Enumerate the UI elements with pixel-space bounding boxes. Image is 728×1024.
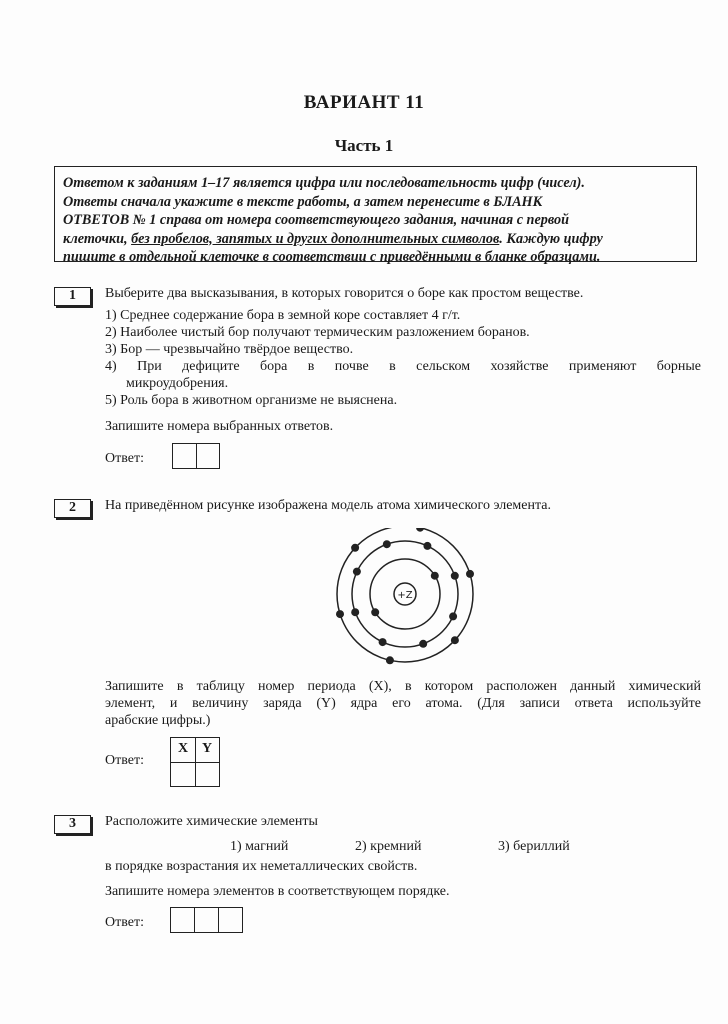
answer-cell-divider <box>218 908 219 932</box>
instructions-line <box>63 230 688 249</box>
electron-dot <box>451 636 459 644</box>
q2-text-line-3: арабские цифры.) <box>105 713 211 728</box>
q1-option-4-cont: микроудобрения. <box>126 376 229 391</box>
electron-dot <box>423 542 431 550</box>
electron-dot <box>419 640 427 648</box>
q1-option-5: 5) Роль бора в животном организме не выяснена. <box>105 393 398 408</box>
q2-answer-label: Ответ: <box>105 753 144 768</box>
electron-dot <box>386 656 394 664</box>
instructions-text: . Каждую цифру <box>499 230 603 247</box>
nucleus-label: +Z <box>397 590 413 601</box>
q1-answer-label: Ответ: <box>105 451 144 466</box>
q1-instruction: Запишите номера выбранных ответов. <box>105 419 334 434</box>
atom-model-diagram <box>330 528 480 666</box>
q3-prompt: Расположите химические элементы <box>105 814 318 829</box>
q1-option-2: 2) Наиболее чистый бор получают термическим разложением боранов. <box>105 325 530 340</box>
answer-cell-divider <box>196 444 197 468</box>
q3-order-text: в порядке возрастания их неметаллических свойств. <box>105 859 418 874</box>
instructions-line: ОТВЕТОВ № 1 справа от номера соответствующего задания, начиная с первой <box>63 212 569 228</box>
q1-option-4: 4) При дефиците бора в почве в сельском хозяйстве применяют борные <box>105 359 701 374</box>
electron-dot <box>379 638 387 646</box>
electron-dot <box>351 608 359 616</box>
electron-dot <box>371 608 379 616</box>
q3-element-2: 2) кремний <box>355 839 422 854</box>
electron-dot <box>383 540 391 548</box>
instructions-underlined: без пробелов, запятых и других дополнительных символов <box>131 230 500 247</box>
electron-dot <box>431 572 439 580</box>
part-title: Часть 1 <box>334 136 394 155</box>
q1-answer-field[interactable] <box>172 443 220 469</box>
instructions-line: Ответы сначала укажите в тексте работы, а затем перенесите в БЛАНК <box>63 193 543 210</box>
q2-answer-table[interactable] <box>170 737 220 787</box>
electron-dot <box>416 528 424 532</box>
question-number-1: 1 <box>54 287 91 306</box>
q2-text-line-1: Запишите в таблицу номер периода (X), в котором расположен данный химический <box>105 679 701 694</box>
q1-option-3: 3) Бор — чрезвычайно твёрдое вещество. <box>105 342 354 357</box>
question-number-2: 2 <box>54 499 91 518</box>
column-y-header: Y <box>202 741 213 756</box>
q3-element-1: 1) магний <box>230 839 289 854</box>
electron-dot <box>336 610 344 618</box>
column-x-header: X <box>178 741 189 756</box>
q2-prompt: На приведённом рисунке изображена модель атома химического элемента. <box>105 498 551 513</box>
question-number-3: 3 <box>54 815 91 834</box>
instructions-line: Ответом к заданиям 1–17 является цифра или последовательность цифр (чисел). <box>63 175 585 191</box>
page-title: ВАРИАНТ 11 <box>303 92 425 113</box>
q1-prompt: Выберите два высказывания, в которых говорится о боре как простом веществе. <box>105 286 584 301</box>
q3-answer-label: Ответ: <box>105 915 144 930</box>
q1-option-1: 1) Среднее содержание бора в земной коре составляет 4 г/т. <box>105 308 461 323</box>
q2-text-line-2: элемент, и величину заряда (Y) ядра его атома. (Для записи ответа используйте <box>105 696 701 711</box>
electron-dot <box>466 570 474 578</box>
instructions-box <box>54 166 697 265</box>
answer-cell-divider <box>194 908 195 932</box>
electron-dot <box>353 568 361 576</box>
instructions-text: клеточки, <box>63 230 132 247</box>
answer-table-row-divider <box>171 762 219 763</box>
electron-dot <box>449 612 457 620</box>
electron-dot <box>451 572 459 580</box>
q3-answer-field[interactable] <box>170 907 243 933</box>
q3-element-3: 3) бериллий <box>498 839 570 854</box>
q3-instruction: Запишите номера элементов в соответствующем порядке. <box>105 884 450 899</box>
electron-dot <box>351 544 359 552</box>
instructions-line: пишите в отдельной клеточке в соответствии с приведёнными в бланке образцами. <box>63 249 601 265</box>
